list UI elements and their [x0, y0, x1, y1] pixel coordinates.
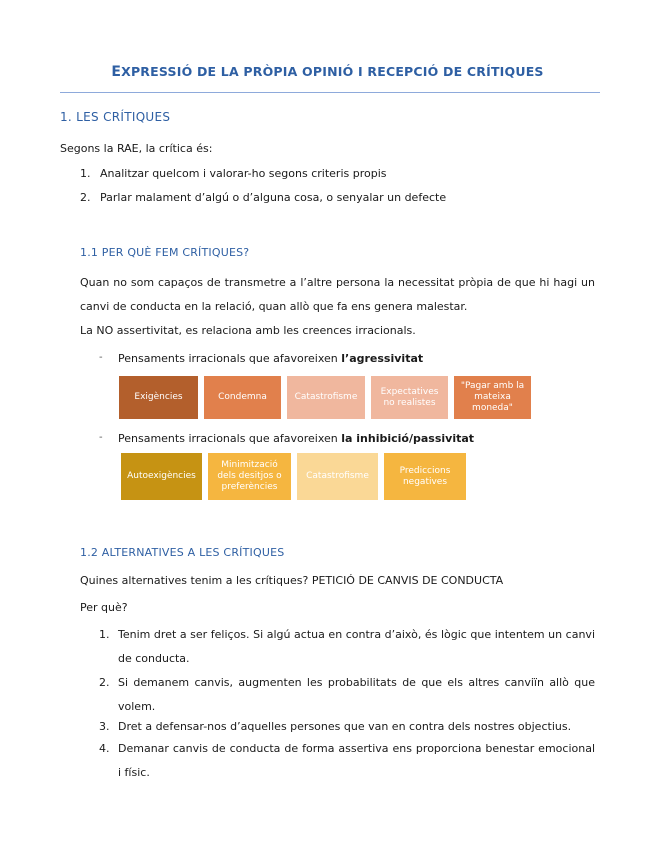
list-number: 4.: [99, 742, 110, 755]
list-item: [99, 715, 595, 737]
box-autoexigencies: Autoexigències: [121, 453, 202, 500]
title-rest: XPRESSIÓ DE LA PRÒPIA OPINIÓ I RECEPCIÓ DE CRÍTIQUES: [121, 64, 544, 79]
bullet-text: Pensaments irracionals que afavoreixen: [118, 352, 342, 365]
box-minimitzacio: Minimització dels desitjos o preferències: [208, 453, 291, 500]
bullet-inhibicio: [118, 432, 474, 445]
inhibicio-boxes: [121, 453, 472, 500]
heading-alternatives: 1.2 ALTERNATIVES A LES CRÍTIQUES: [80, 546, 285, 559]
rae-intro: Segons la RAE, la crítica és:: [60, 142, 213, 155]
list-text: Analitzar quelcom i valorar-ho segons criteris propis: [100, 167, 387, 180]
bullet-marker: -: [99, 432, 103, 443]
rae-definition-list: [80, 167, 600, 215]
list-text: Demanar canvis de conducta de forma assertiva ens proporciona benestar emocional i físic.: [118, 742, 595, 779]
list-number: 2.: [99, 676, 110, 689]
box-exigencies: Exigències: [119, 376, 198, 419]
list-text: Parlar malament d’algú o d’alguna cosa, o senyalar un defecte: [100, 191, 447, 204]
paragraph-no-assertivitat: La NO assertivitat, es relaciona amb les creences irracionals.: [80, 324, 416, 337]
heading-les-critiques: 1. LES CRÍTIQUES: [60, 110, 171, 124]
list-item: [80, 167, 600, 191]
box-catastrofisme: Catastrofisme: [287, 376, 365, 419]
paragraph-why-critiques: Quan no som capaços de transmetre a l’altre persona la necessitat pròpia de que hi hagi un canvi de conducta en la relació, quan allò que fa ens genera malestar.: [80, 276, 595, 313]
list-item: [99, 671, 595, 715]
list-item: [99, 623, 595, 671]
heading-per-que-fem-critiques: 1.1 PER QUÈ FEM CRÍTIQUES?: [80, 246, 250, 259]
list-text: Dret a defensar-nos d’aquelles persones que van en contra dels nostres objectius.: [118, 720, 572, 733]
box-expectatives: Expectatives no realistes: [371, 376, 448, 419]
bullet-agressivitat: [118, 352, 423, 365]
bullet-text: Pensaments irracionals que afavoreixen: [118, 432, 342, 445]
bullet-bold: la inhibició/passivitat: [341, 432, 475, 445]
title-divider: [60, 92, 600, 93]
list-number: 2.: [80, 191, 91, 204]
alternatives-list: [99, 623, 595, 785]
list-number: 1.: [80, 167, 91, 180]
box-condemna: Condemna: [204, 376, 281, 419]
box-pagar-moneda: "Pagar amb la mateixa moneda": [454, 376, 531, 419]
bullet-marker: -: [99, 352, 103, 363]
list-number: 3.: [99, 720, 110, 733]
document-title: [0, 64, 655, 80]
list-text: Tenim dret a ser feliços. Si algú actua en contra d’això, és lògic que intentem un canvi de conducta.: [118, 628, 595, 665]
bullet-bold: l’agressivitat: [341, 352, 424, 365]
box-prediccions: Prediccions negatives: [384, 453, 466, 500]
alternatives-question: Quines alternatives tenim a les crítiques? PETICIÓ DE CANVIS DE CONDUCTA: [80, 574, 504, 587]
list-number: 1.: [99, 628, 110, 641]
title-initial: E: [111, 64, 122, 80]
box-catastrofisme-2: Catastrofisme: [297, 453, 378, 500]
why-question: Per què?: [80, 601, 128, 614]
list-item: [99, 737, 595, 785]
list-item: [80, 191, 600, 215]
list-text: Si demanem canvis, augmenten les probabilitats de que els altres canviïn allò que volem.: [118, 676, 595, 713]
agressivitat-boxes: [119, 376, 537, 419]
